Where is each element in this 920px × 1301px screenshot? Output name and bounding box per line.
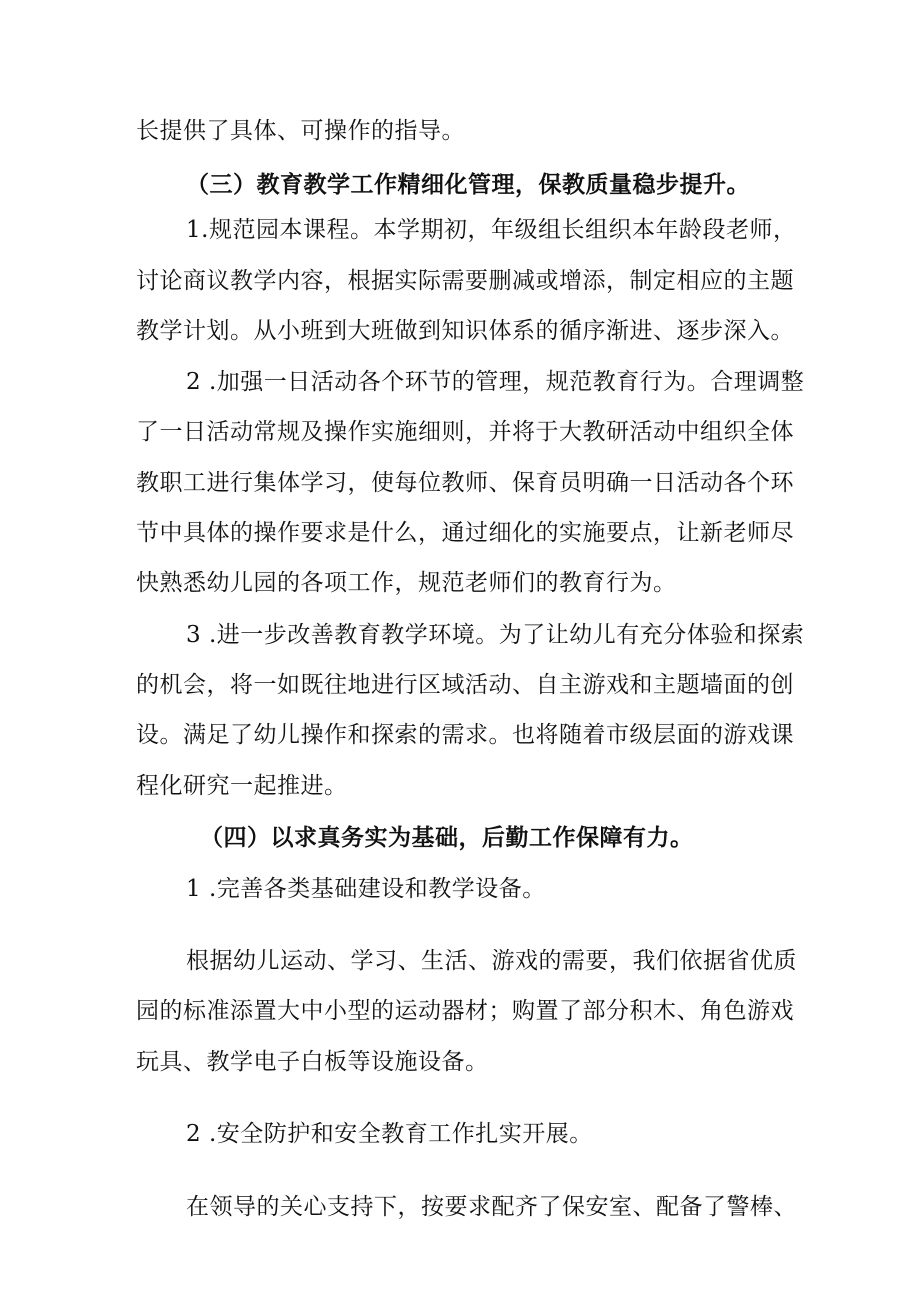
text-run: 的机会，将一如既往地进行区域活动、自主游戏和主题墙面的创 [136, 672, 794, 698]
heading-text: （四）以求真务实为基础，后勤工作保障有力。 [200, 824, 694, 851]
text-run: 在领导的关心支持下，按要求配齐了保安室、配备了警棒、 [186, 1194, 797, 1220]
text-run: 2 .安全防护和安全教育工作扎实开展。 [186, 1121, 593, 1147]
text-run: 快熟悉幼儿园的各项工作，规范老师们的教育行为。 [136, 570, 677, 596]
text-run: 教职工进行集体学习，使每位教师、保育员明确一日活动各个环 [136, 470, 794, 496]
text-run: 教学计划。从小班到大班做到知识体系的循序渐进、逐步深入。 [136, 318, 794, 344]
text-run: 根据幼儿运动、学习、生活、游戏的需要，我们依据省优质 [186, 948, 797, 974]
heading-text: （三）教育教学工作精细化管理，保教质量稳步提升。 [186, 171, 750, 198]
text-run: 程化研究一起推进。 [136, 773, 348, 799]
text-run: 长提供了具体、可操作的指导。 [136, 118, 465, 144]
text-run: 了一日活动常规及操作实施细则，并将于大教研活动中组织全体 [136, 419, 794, 445]
text-run: 2 .加强一日活动各个环节的管理，规范教育行为。合理调整 [186, 369, 805, 395]
text-run: 节中具体的操作要求是什么，通过细化的实施要点，让新老师尽 [136, 520, 794, 546]
text-run: 园的标准添置大中小型的运动器材；购置了部分积木、角色游戏 [136, 998, 794, 1024]
text-run: 3 .进一步改善教育教学环境。为了让幼儿有充分体验和探索 [186, 622, 805, 648]
text-run: 1.规范园本课程。本学期初，年级组长组织本年龄段老师， [186, 217, 797, 243]
text-run: 设。满足了幼儿操作和探索的需求。也将随着市级层面的游戏课 [136, 722, 794, 748]
text-run: 玩具、教学电子白板等设施设备。 [136, 1049, 489, 1075]
text-run: 1 .完善各类基础建设和教学设备。 [186, 876, 546, 902]
text-run: 讨论商议教学内容，根据实际需要删减或增添，制定相应的主题 [136, 268, 794, 294]
